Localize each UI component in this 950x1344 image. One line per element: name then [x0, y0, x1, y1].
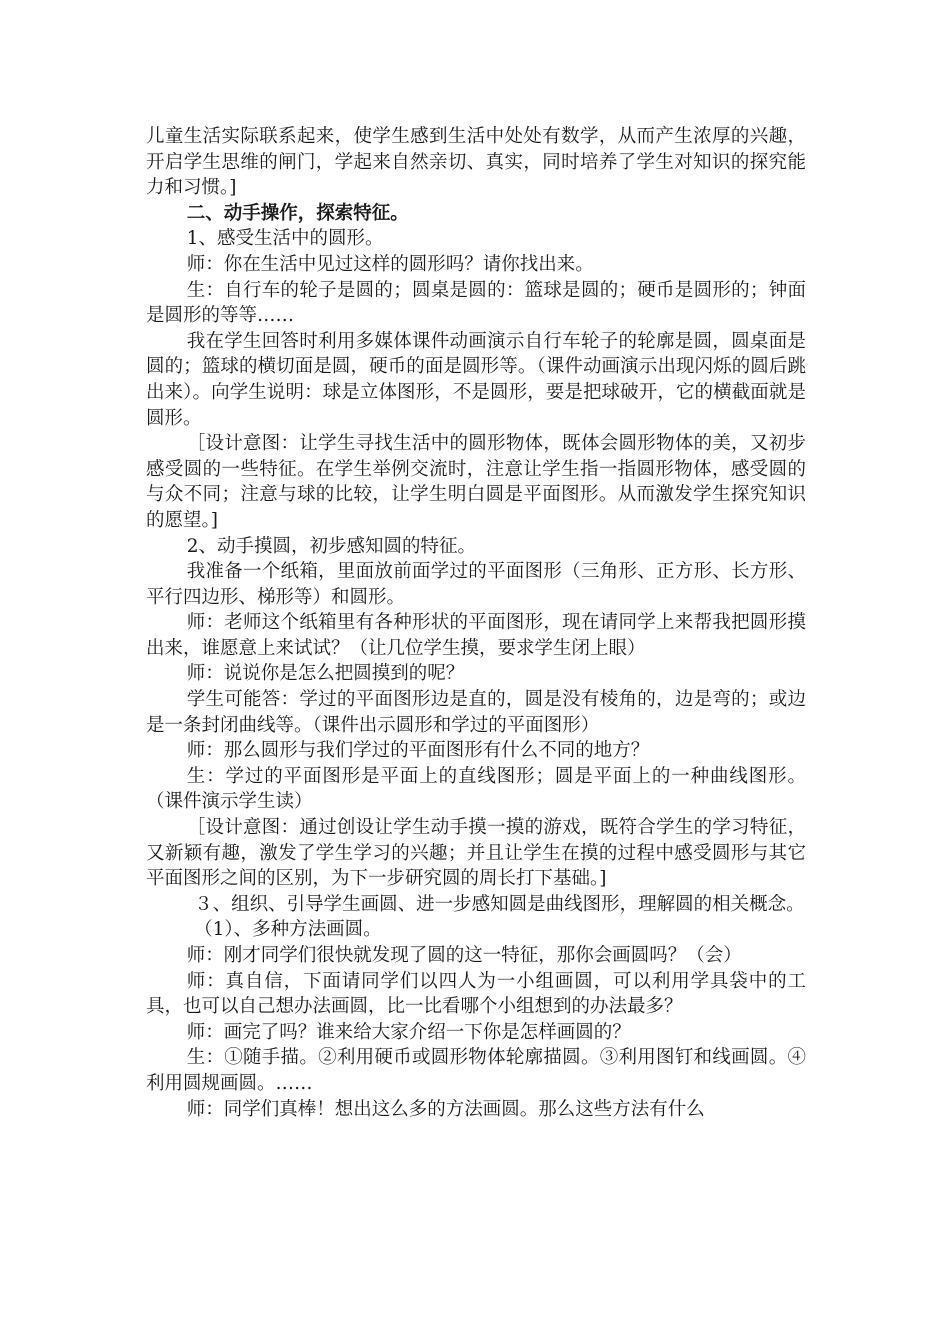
- paragraph-teacher-how: 师：说说你是怎么把圆摸到的呢？: [186, 663, 465, 685]
- subheading-draw-circle: ３、组织、引导学生画圆、进一步感知圆是曲线图形，理解圆的相关概念。: [194, 893, 805, 915]
- paragraph-teacher-difference: 师：那么圆形与我们学过的平面图形有什么不同的地方？: [186, 740, 650, 762]
- paragraph-student-curve: 生：学过的平面图形是平面上的直线图形；圆是平面上的一种曲线图形。（课件演示学生读）: [146, 765, 806, 813]
- paragraph-student-methods: 生：①随手描。②利用硬币或圆形物体轮廓描圆。③利用图钉和线画圆。④利用圆规画圆。……: [146, 1047, 806, 1094]
- document-body: [146, 124, 806, 1122]
- paragraph-design-intent-2: ［设计意图：通过创设让学生动手摸一摸的游戏，既符合学生的学习特征，又新颖有趣，激发了学生学习的兴趣；并且让学生在摸的过程中感受圆形与其它平面图形之间的区别，为下一步研究圆的周长打下基础。]: [146, 817, 806, 890]
- paragraph-teacher-box: 师：老师这个纸箱里有各种形状的平面图形，现在请同学上来帮我把圆形摸出来，谁愿意上来试试？（让几位学生摸，要求学生闭上眼）: [146, 612, 806, 659]
- paragraph-design-intent-1: ［设计意图：让学生寻找生活中的圆形物体，既体会圆形物体的美，又初步感受圆的一些特征。在学生举例交流时，注意让学生指一指圆形物体，感受圆的与众不同；注意与球的比较，让学生明白圆是平面图形。从而激发学生探究知识的愿望。]: [146, 433, 806, 531]
- subheading-feel-circles: 1、感受生活中的圆形。: [186, 228, 384, 250]
- subheading-touch-circle: 2、动手摸圆，初步感知圆的特征。: [186, 535, 476, 557]
- section-heading-hands-on: 二、动手操作，探索特征。: [186, 202, 409, 224]
- subheading-methods: （1）、多种方法画圆。: [194, 919, 382, 941]
- paragraph-teacher-done: 师：画完了吗？谁来给大家介绍一下你是怎样画圆的？: [186, 1021, 631, 1043]
- paragraph-student-answer: 生：自行车的轮子是圆的；圆桌是圆的：篮球是圆的；硬币是圆形的；钟面是圆形的等等……: [146, 279, 806, 327]
- paragraph-intro-continuation: 儿童生活实际联系起来，使学生感到生活中处处有数学，从而产生浓厚的兴趣，开启学生思维的闸门，学起来自然亲切、真实，同时培养了学生对知识的探究能力和习惯。]: [146, 126, 806, 199]
- paragraph-teacher-question: 师：你在生活中见过这样的圆形吗？请你找出来。: [186, 253, 594, 275]
- paragraph-paper-box: 我准备一个纸箱，里面放前面学过的平面图形（三角形、正方形、长方形、平行四边形、梯形等）和圆形。: [146, 561, 806, 608]
- paragraph-teacher-can-draw: 师：刚才同学们很快就发现了圆的这一特征，那你会画圆吗？（会）: [186, 945, 742, 966]
- paragraph-teacher-groups: 师：真自信，下面请同学们以四人为一小组画圆，可以利用学具袋中的工具，也可以自己想办法画圆，比一比看哪个小组想到的办法最多？: [146, 970, 806, 1018]
- paragraph-student-possible: 学生可能答：学过的平面图形边是直的，圆是没有棱角的，边是弯的；或边是一条封闭曲线等。（课件出示圆形和学过的平面图形）: [146, 689, 806, 736]
- paragraph-multimedia-demo: 我在学生回答时利用多媒体课件动画演示自行车轮子的轮廓是圆，圆桌面是圆的；篮球的横切面是圆，硬币的面是圆形等。（课件动画演示出现闪烁的圆后跳出来）。向学生说明：球是立体图形，不是圆形，要是把球破开，它的横截面就是圆形。: [146, 330, 806, 429]
- paragraph-teacher-praise: 师：同学们真棒！想出这么多的方法画圆。那么这些方法有什么: [186, 1098, 705, 1120]
